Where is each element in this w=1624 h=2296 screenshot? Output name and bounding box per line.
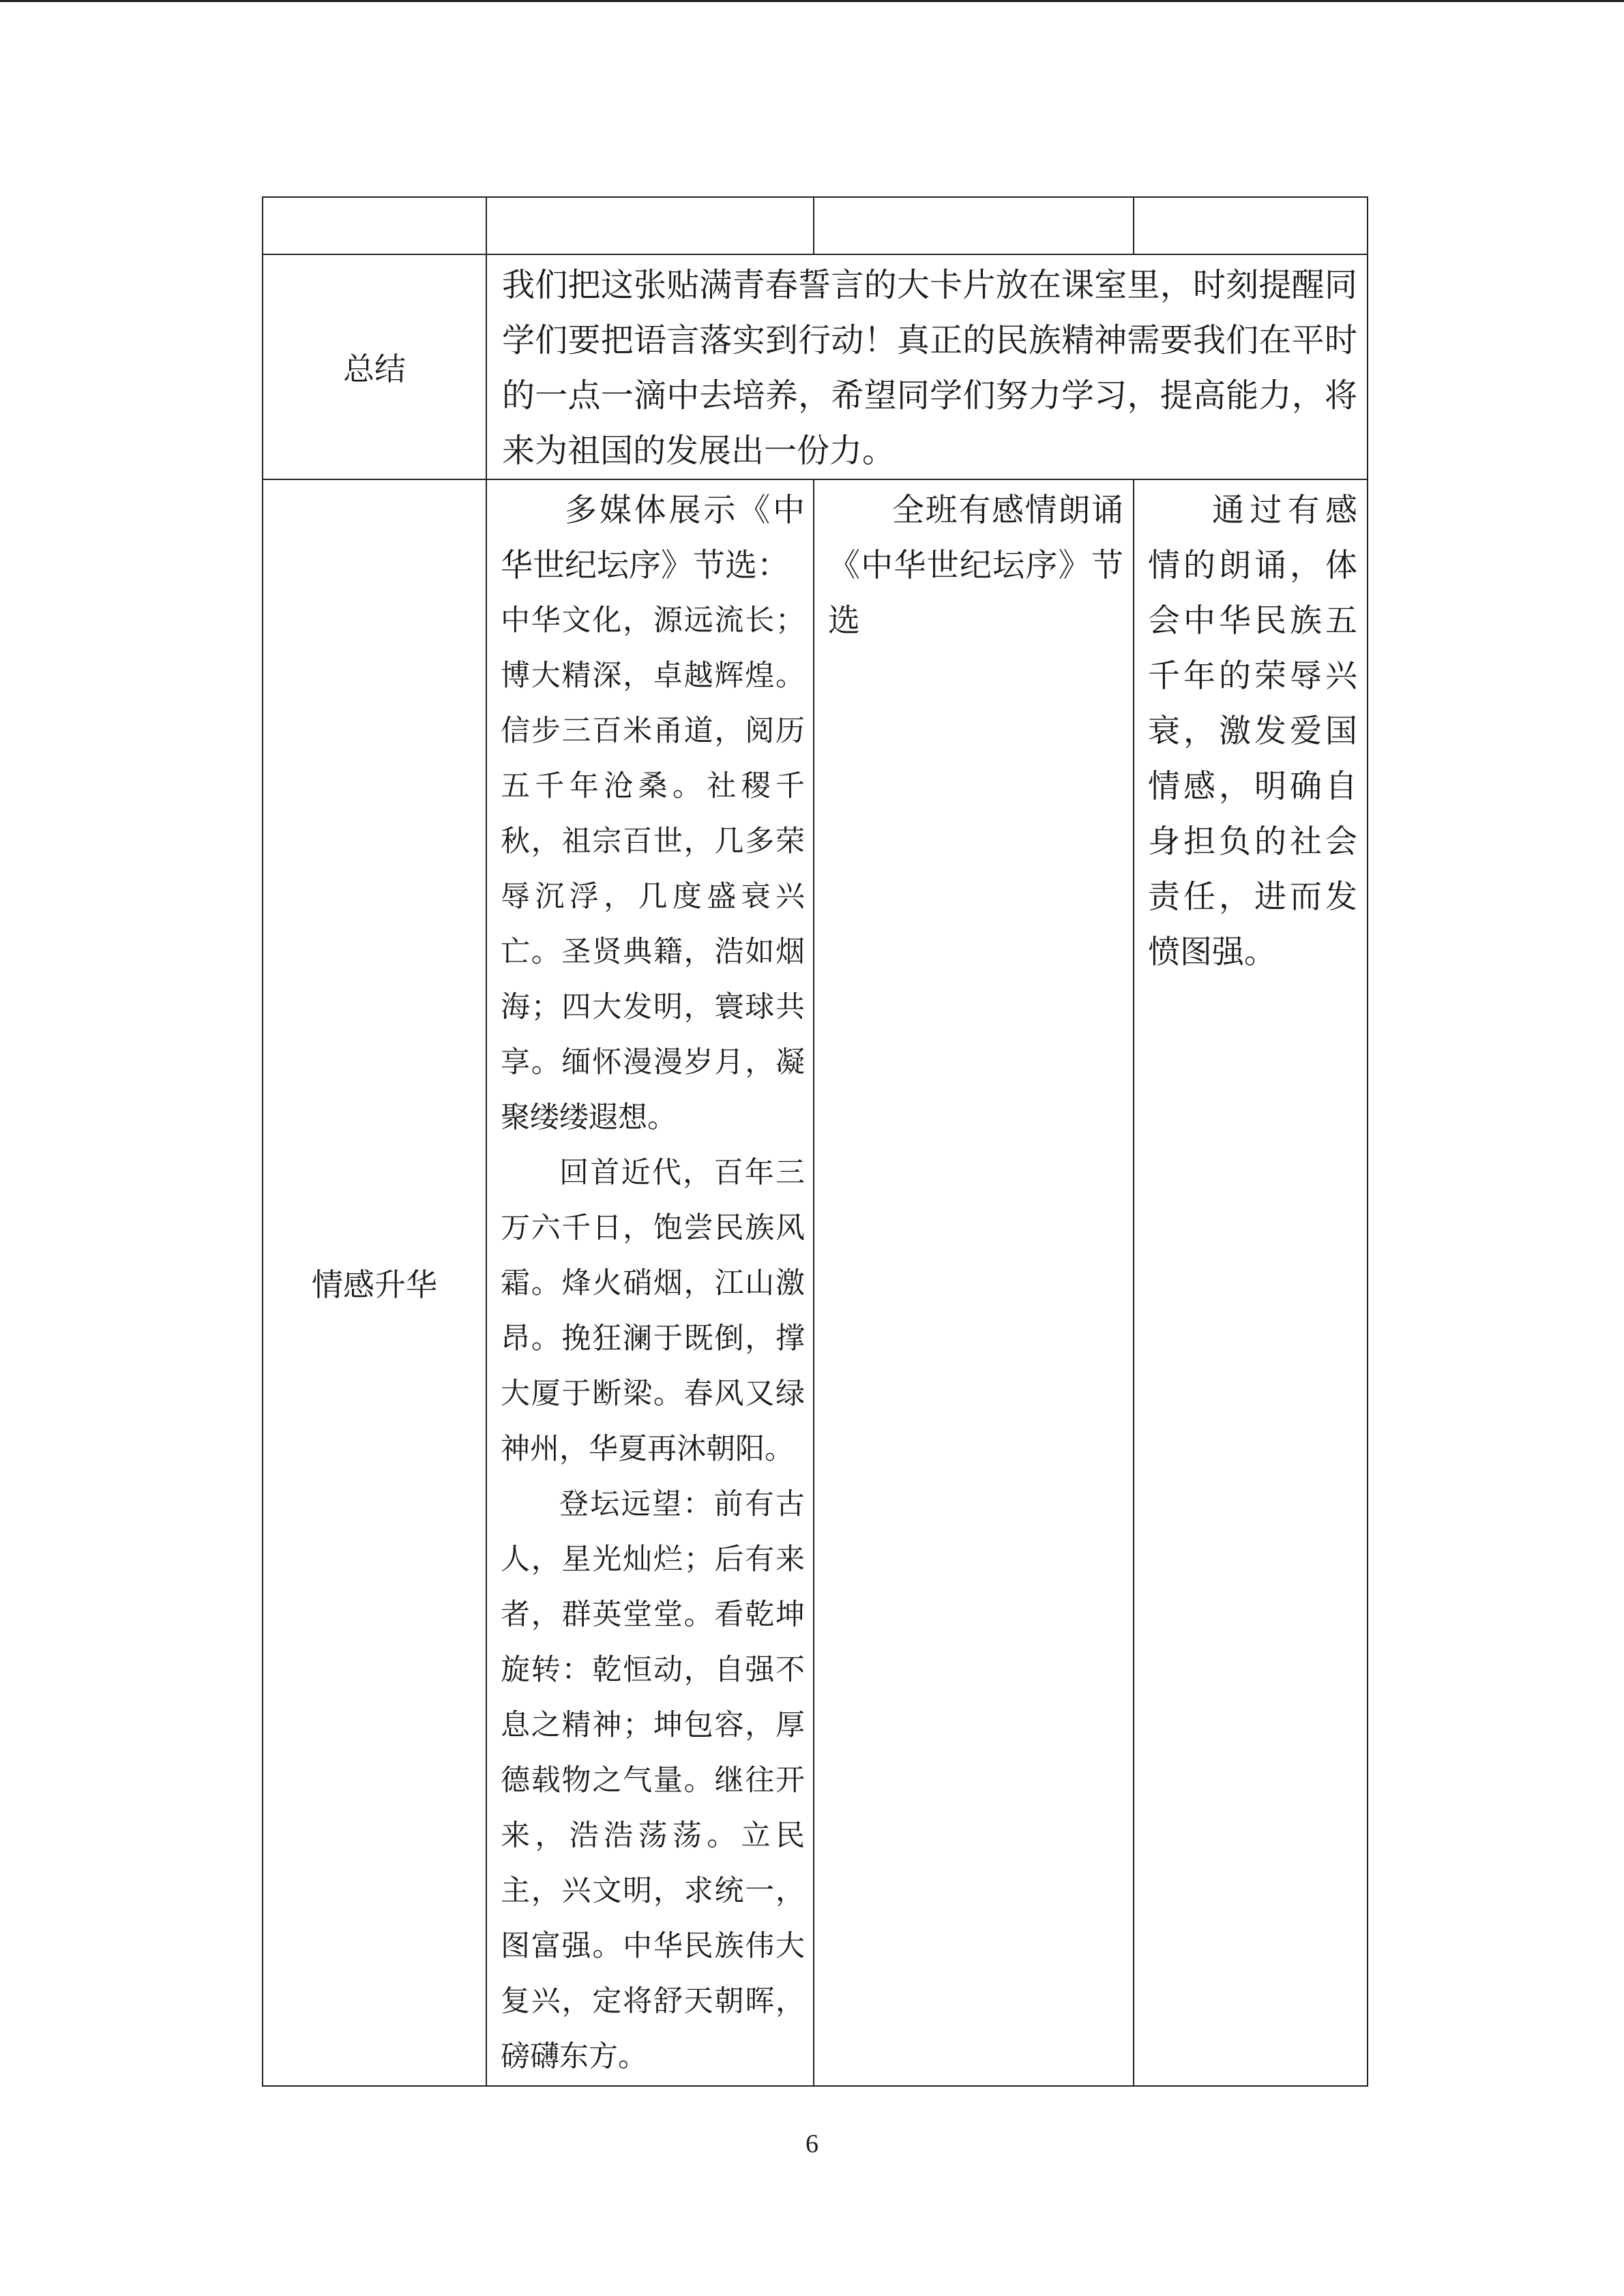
teacher-activity-intro: 多媒体展示《中华世纪坛序》节选： — [501, 492, 805, 584]
table-row-emotion — [263, 479, 1368, 2086]
summary-text: 我们把这张贴满青春誓言的大卡片放在课室里，时刻提醒同学们要把语言落实到行动！真正的民族精神需要我们在平时的一点一滴中去培养，希望同学们努力学习，提高能力，将来为祖国的发展出一份力。 — [486, 254, 1368, 479]
teacher-activity-cell — [486, 479, 814, 2086]
design-intent-cell — [1134, 479, 1368, 2086]
lesson-plan-table — [262, 196, 1368, 2087]
summary-label: 总结 — [263, 254, 486, 479]
empty-cell — [1134, 197, 1368, 254]
empty-cell — [263, 197, 486, 254]
student-activity-text: 全班有感情朗诵《中华世纪坛序》节选 — [828, 492, 1123, 640]
empty-cell — [486, 197, 814, 254]
page-number: 6 — [806, 2130, 818, 2158]
empty-cell — [814, 197, 1134, 254]
teacher-activity-paragraph: 回首近代，百年三万六千日，饱尝民族风霜。烽火硝烟，江山激昂。挽狂澜于既倒，撑大厦于断梁。春风又绿神州，华夏再沐朝阳。 — [501, 1156, 805, 1466]
table-row-empty — [263, 197, 1368, 254]
table-row-summary — [263, 254, 1368, 479]
design-intent-text: 通过有感情的朗诵，体会中华民族五千年的荣辱兴衰，激发爱国情感，明确自身担负的社会责任，进而发愤图强。 — [1148, 492, 1357, 971]
teacher-activity-paragraph: 登坛远望：前有古人，星光灿烂；后有来者，群英堂堂。看乾坤旋转：乾恒动，自强不息之精神；坤包容，厚德载物之气量。继往开来，浩浩荡荡。立民主，兴文明，求统一，图富强。中华民族伟大复兴，定将舒天朝晖，磅礴东方。 — [501, 1487, 805, 2074]
page-top-border — [0, 0, 1624, 2]
teacher-activity-paragraph: 中华文化，源远流长；博大精深，卓越辉煌。信步三百米甬道，阅历五千年沧桑。社稷千秋，祖宗百世，几多荣辱沉浮，几度盛衰兴亡。圣贤典籍，浩如烟海；四大发明，寰球共享。缅怀漫漫岁月，凝聚缕缕遐想。 — [501, 603, 805, 1135]
student-activity-cell — [814, 479, 1134, 2086]
emotion-label: 情感升华 — [263, 479, 486, 2086]
